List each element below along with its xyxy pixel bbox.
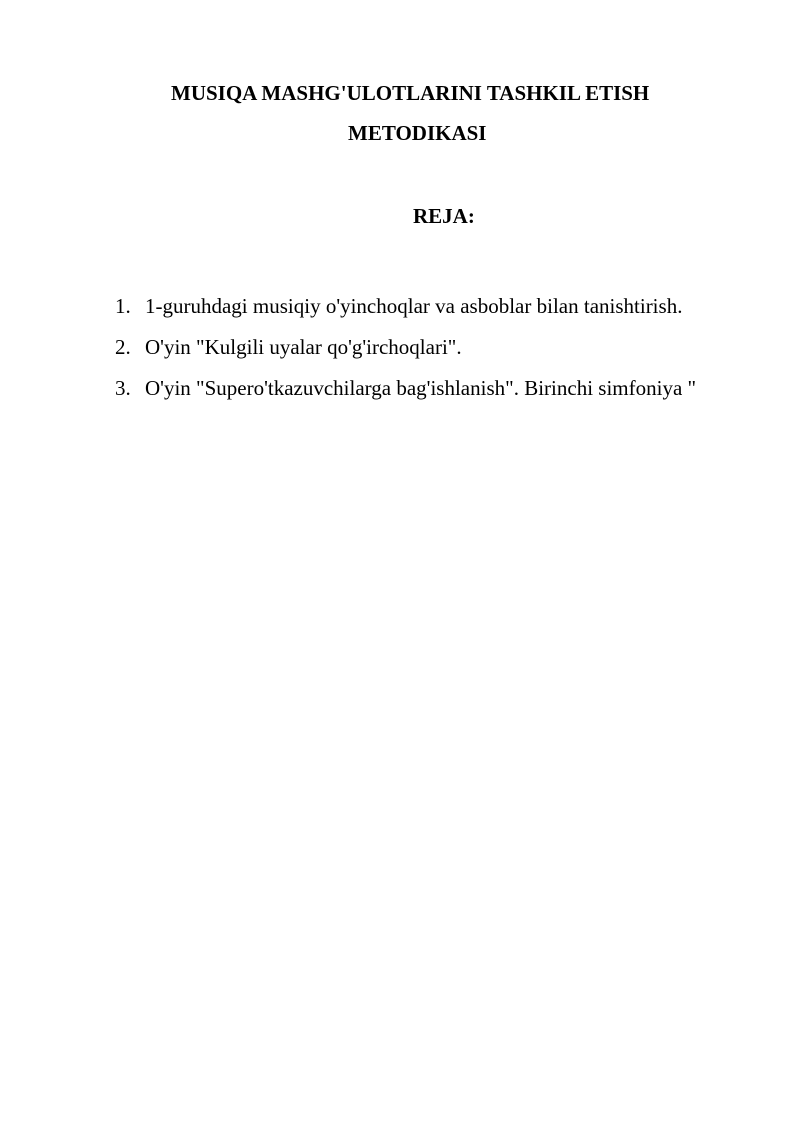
plan-item-2 xyxy=(115,327,743,368)
plan-item-text: O'yin "Supero'tkazuvchilarga bag'ishlanish". Birinchi simfoniya " xyxy=(145,376,697,400)
plan-list xyxy=(115,286,743,409)
plan-item-number: 2. xyxy=(115,335,131,359)
plan-item-text: O'yin "Kulgili uyalar qo'g'irchoqlari". xyxy=(145,335,462,359)
plan-item-number: 3. xyxy=(115,376,131,400)
plan-item-text: 1-guruhdagi musiqiy o'yinchoqlar va asboblar bilan tanishtirish. xyxy=(145,294,683,318)
document-title-line-2: METODIKASI xyxy=(348,121,487,145)
document-title-line-1: MUSIQA MASHG'ULOTLARINI TASHKIL ETISH xyxy=(171,81,650,105)
plan-item-3 xyxy=(115,368,743,409)
plan-heading: REJA: xyxy=(413,204,475,228)
plan-item-number: 1. xyxy=(115,294,131,318)
plan-item-1 xyxy=(115,286,743,327)
